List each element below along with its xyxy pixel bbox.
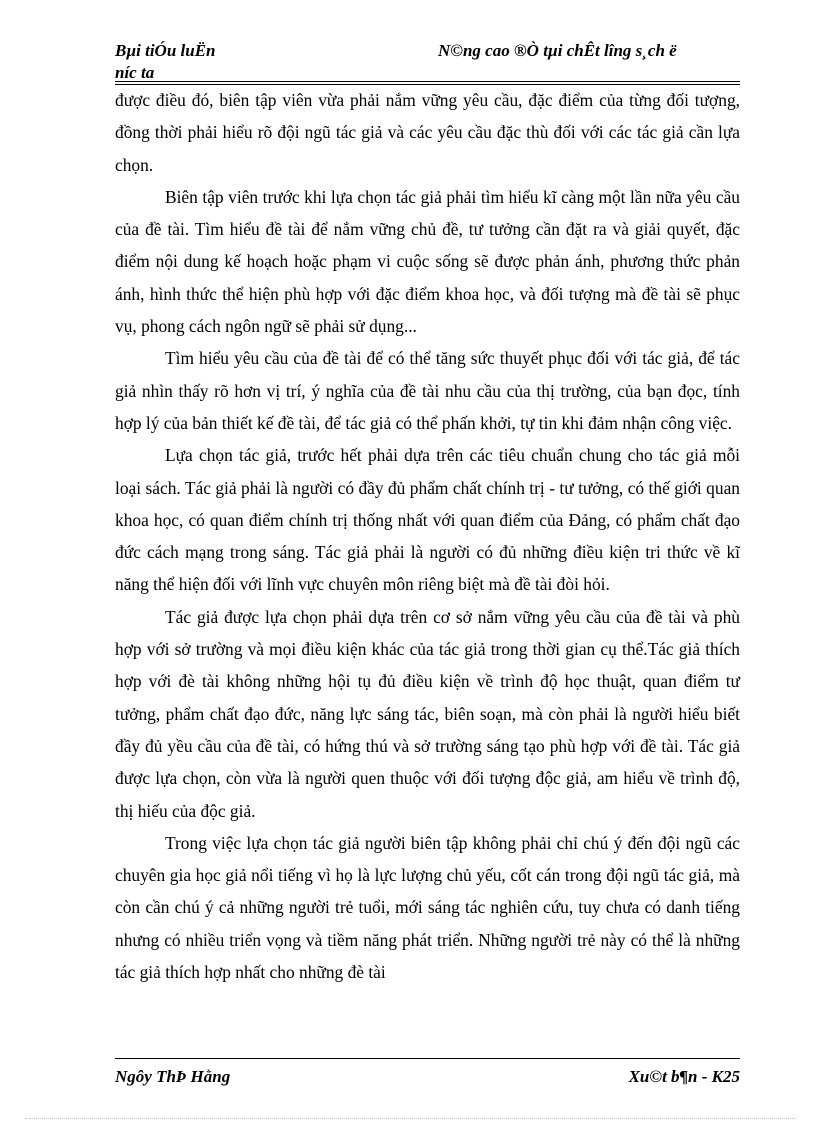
- footer-course: Xu©t b¶n - K25: [628, 1067, 740, 1086]
- paragraph-3: Tìm hiểu yêu cầu của đề tài để có thể tăng sức thuyết phục đối với tác giả, để tác giả nhìn thấy rõ hơn vị trí, ý nghĩa của đề tài nhu cầu của thị trường, của bạn đọc, tính hợp lý của bản thiết kế đề tài, để tác giả có thể phấn khởi, tự tin khi đảm nhận công việc.: [115, 348, 740, 433]
- page-bottom-dotted-line: [25, 1118, 795, 1119]
- page-header: [115, 40, 740, 84]
- header-left-line1: Bµi tiÓu luËn: [115, 41, 216, 60]
- page-footer: [115, 1066, 740, 1088]
- header-rule: [115, 81, 740, 82]
- footer-rule: [115, 1058, 740, 1059]
- paragraph-5: Tác giả được lựa chọn phải dựa trên cơ sở nắm vững yêu cầu của đề tài và phù hợp với sở trường và mọi điều kiện khác của tác giả trong thời gian cụ thể.Tác giả thích hợp với đè tài không những hội tụ đủ điều kiện về trình độ học thuật, quan điểm tư tưởng, phẩm chất đạo đức, năng lực sáng tác, biên soạn, mà còn phải là người hiểu biết đầy đủ yều cầu của đề tài, có hứng thú và sở trường sáng tạo phù hợp với đề tài. Tác giả được lựa chọn, còn vừa là người quen thuộc với đối tượng độc giả, am hiểu về trình độ, thị hiếu của độc giả.: [115, 606, 740, 821]
- paragraph-6: Trong việc lựa chọn tác giả người biên tập không phải chỉ chú ý đến đội ngũ các chuyên gia học giả nổi tiếng vì họ là lực lượng chủ yếu, cốt cán trong đội ngũ tác giả, mà còn cần chú ý cả những người trẻ tuổi, mới sáng tác nghiên cứu, tuy chưa có danh tiếng nhưng có nhiều triển vọng và tiềm năng phát triển. Những người trẻ này có thể là những tác giả thích hợp nhất cho những đè tài: [115, 832, 740, 983]
- header-left-line2: níc ta: [115, 63, 155, 82]
- header-right: N©ng cao ®Ò tµi chÊt lîng s¸ch ë: [438, 41, 677, 60]
- footer-author: Ngôy ThÞ Hằng: [115, 1067, 231, 1086]
- paragraph-2: Biên tập viên trước khi lựa chọn tác giả phải tìm hiểu kĩ càng một lần nữa yêu cầu của đề tài. Tìm hiểu đề tài để nắm vững chủ đề, tư tưởng cần đặt ra và giải quyết, đặc điểm nội dung kế hoạch hoặc phạm vi cuộc sống sẽ được phản ánh, phương thức phản ánh, hình thức thể hiện phù hợp với đặc điểm khoa học, và đối tượng mà đề tài sẽ phục vụ, phong cách ngôn ngữ sẽ phải sử dụng...: [115, 186, 740, 337]
- body-text: [115, 84, 740, 988]
- paragraph-1: được điều đó, biên tập viên vừa phải nắm vững yêu cầu, đặc điểm của từng đối tượng, đồng thời phải hiểu rõ đội ngũ tác giả và các yêu cầu đặc thù đối với các tác giả cần lựa chọn.: [115, 90, 740, 175]
- paragraph-4: Lựa chọn tác giả, trước hết phải dựa trên các tiêu chuẩn chung cho tác giả mỗi loại sách. Tác giả phải là người có đầy đủ phẩm chất chính trị - tư tưởng, có thế giới quan khoa học, có quan điểm chính trị thống nhất với quan điểm của Đảng, có phẩm chất đạo đức cách mạng trong sáng. Tác giả phải là người có đủ những điều kiện tri thức về kĩ năng thể hiện đối với lĩnh vực chuyên môn riêng biệt mà đề tài đòi hỏi.: [115, 445, 740, 595]
- header-left: [115, 40, 315, 84]
